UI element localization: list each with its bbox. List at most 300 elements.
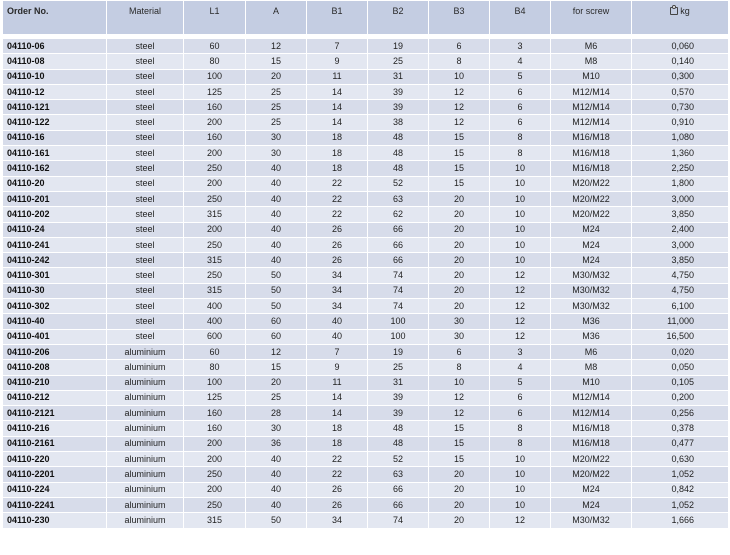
cell-order-no: 04110-121: [3, 100, 107, 115]
cell-b4: 6: [490, 406, 551, 421]
cell-weight: 0,060: [632, 39, 729, 54]
cell-l1: 200: [184, 436, 246, 451]
cell-a: 25: [246, 390, 307, 405]
cell-for-screw: M8: [551, 360, 632, 375]
cell-l1: 200: [184, 176, 246, 191]
cell-b2: 63: [368, 467, 429, 482]
cell-a: 40: [246, 467, 307, 482]
cell-l1: 60: [184, 39, 246, 54]
cell-for-screw: M6: [551, 344, 632, 359]
cell-b1: 14: [307, 115, 368, 130]
cell-for-screw: M20/M22: [551, 467, 632, 482]
cell-order-no: 04110-40: [3, 314, 107, 329]
cell-l1: 600: [184, 329, 246, 344]
cell-for-screw: M24: [551, 237, 632, 252]
cell-material: steel: [107, 54, 184, 69]
cell-b1: 34: [307, 299, 368, 314]
cell-material: steel: [107, 253, 184, 268]
cell-weight: 0,630: [632, 452, 729, 467]
cell-b4: 6: [490, 115, 551, 130]
cell-b4: 4: [490, 54, 551, 69]
table-row: [3, 329, 729, 344]
cell-b2: 48: [368, 421, 429, 436]
cell-l1: 200: [184, 452, 246, 467]
cell-a: 40: [246, 253, 307, 268]
cell-b1: 18: [307, 421, 368, 436]
cell-order-no: 04110-210: [3, 375, 107, 390]
cell-a: 40: [246, 222, 307, 237]
cell-order-no: 04110-06: [3, 39, 107, 54]
cell-order-no: 04110-24: [3, 222, 107, 237]
cell-b3: 15: [429, 436, 490, 451]
cell-b4: 12: [490, 283, 551, 298]
cell-for-screw: M12/M14: [551, 84, 632, 99]
cell-b4: 10: [490, 222, 551, 237]
cell-material: steel: [107, 222, 184, 237]
cell-b2: 66: [368, 222, 429, 237]
cell-for-screw: M20/M22: [551, 452, 632, 467]
cell-order-no: 04110-2201: [3, 467, 107, 482]
table-row: [3, 130, 729, 145]
cell-b2: 66: [368, 237, 429, 252]
cell-b3: 20: [429, 497, 490, 512]
cell-b4: 6: [490, 390, 551, 405]
cell-b2: 52: [368, 176, 429, 191]
cell-order-no: 04110-302: [3, 299, 107, 314]
cell-b1: 22: [307, 467, 368, 482]
cell-b3: 20: [429, 222, 490, 237]
cell-b1: 26: [307, 482, 368, 497]
cell-b3: 6: [429, 39, 490, 54]
cell-b1: 18: [307, 161, 368, 176]
table-row: [3, 452, 729, 467]
cell-l1: 200: [184, 222, 246, 237]
cell-weight: 0,200: [632, 390, 729, 405]
cell-l1: 250: [184, 268, 246, 283]
cell-for-screw: M30/M32: [551, 283, 632, 298]
cell-l1: 315: [184, 207, 246, 222]
cell-b3: 20: [429, 283, 490, 298]
cell-b2: 52: [368, 452, 429, 467]
cell-b3: 15: [429, 161, 490, 176]
cell-b1: 26: [307, 253, 368, 268]
cell-material: aluminium: [107, 513, 184, 528]
cell-for-screw: M36: [551, 329, 632, 344]
cell-for-screw: M12/M14: [551, 390, 632, 405]
cell-b3: 30: [429, 314, 490, 329]
cell-b4: 10: [490, 237, 551, 252]
cell-for-screw: M12/M14: [551, 100, 632, 115]
cell-b1: 14: [307, 84, 368, 99]
cell-weight: 1,052: [632, 467, 729, 482]
cell-a: 12: [246, 39, 307, 54]
table-row: [3, 191, 729, 206]
cell-b3: 30: [429, 329, 490, 344]
cell-b3: 12: [429, 390, 490, 405]
cell-order-no: 04110-2241: [3, 497, 107, 512]
cell-b2: 63: [368, 191, 429, 206]
cell-b4: 10: [490, 452, 551, 467]
cell-b2: 19: [368, 39, 429, 54]
cell-b3: 12: [429, 115, 490, 130]
cell-weight: 0,730: [632, 100, 729, 115]
header-b3: B3: [429, 1, 490, 35]
cell-a: 25: [246, 100, 307, 115]
table-row: [3, 253, 729, 268]
cell-a: 40: [246, 452, 307, 467]
cell-for-screw: M8: [551, 54, 632, 69]
cell-weight: 4,750: [632, 268, 729, 283]
cell-a: 20: [246, 69, 307, 84]
cell-for-screw: M24: [551, 253, 632, 268]
header-b4: B4: [490, 1, 551, 35]
cell-for-screw: M20/M22: [551, 191, 632, 206]
table-row: [3, 513, 729, 528]
cell-a: 40: [246, 482, 307, 497]
cell-b1: 18: [307, 146, 368, 161]
cell-a: 36: [246, 436, 307, 451]
cell-for-screw: M20/M22: [551, 176, 632, 191]
cell-a: 60: [246, 314, 307, 329]
cell-order-no: 04110-2121: [3, 406, 107, 421]
cell-l1: 200: [184, 115, 246, 130]
cell-a: 50: [246, 299, 307, 314]
cell-weight: 0,050: [632, 360, 729, 375]
cell-b4: 10: [490, 253, 551, 268]
cell-weight: 1,666: [632, 513, 729, 528]
cell-for-screw: M16/M18: [551, 146, 632, 161]
cell-b2: 74: [368, 299, 429, 314]
cell-weight: 1,800: [632, 176, 729, 191]
cell-order-no: 04110-202: [3, 207, 107, 222]
cell-b4: 10: [490, 467, 551, 482]
cell-order-no: 04110-242: [3, 253, 107, 268]
table-row: [3, 406, 729, 421]
cell-a: 25: [246, 84, 307, 99]
cell-b1: 9: [307, 54, 368, 69]
cell-b1: 40: [307, 314, 368, 329]
cell-b2: 66: [368, 482, 429, 497]
cell-b1: 22: [307, 176, 368, 191]
cell-material: steel: [107, 84, 184, 99]
cell-material: steel: [107, 69, 184, 84]
cell-material: steel: [107, 146, 184, 161]
table-row: [3, 237, 729, 252]
cell-b4: 10: [490, 161, 551, 176]
cell-b3: 12: [429, 100, 490, 115]
cell-for-screw: M24: [551, 482, 632, 497]
cell-weight: 3,850: [632, 253, 729, 268]
cell-b4: 10: [490, 191, 551, 206]
header-order-no: Order No.: [3, 1, 107, 35]
cell-material: steel: [107, 100, 184, 115]
cell-b4: 3: [490, 344, 551, 359]
table-row: [3, 375, 729, 390]
cell-l1: 200: [184, 146, 246, 161]
cell-for-screw: M30/M32: [551, 513, 632, 528]
cell-for-screw: M12/M14: [551, 115, 632, 130]
cell-a: 40: [246, 191, 307, 206]
table-header-row: [3, 1, 729, 35]
cell-b1: 22: [307, 452, 368, 467]
cell-a: 40: [246, 207, 307, 222]
cell-b1: 9: [307, 360, 368, 375]
cell-b1: 14: [307, 406, 368, 421]
cell-b3: 10: [429, 375, 490, 390]
cell-material: steel: [107, 130, 184, 145]
table-row: [3, 421, 729, 436]
cell-l1: 160: [184, 421, 246, 436]
cell-b2: 74: [368, 283, 429, 298]
cell-b4: 10: [490, 482, 551, 497]
cell-weight: 1,052: [632, 497, 729, 512]
cell-material: aluminium: [107, 390, 184, 405]
table-row: [3, 161, 729, 176]
cell-b1: 18: [307, 130, 368, 145]
cell-weight: 3,000: [632, 237, 729, 252]
cell-order-no: 04110-230: [3, 513, 107, 528]
cell-material: steel: [107, 39, 184, 54]
cell-l1: 80: [184, 360, 246, 375]
cell-material: steel: [107, 161, 184, 176]
cell-a: 30: [246, 130, 307, 145]
cell-for-screw: M12/M14: [551, 406, 632, 421]
cell-b1: 26: [307, 237, 368, 252]
cell-b1: 22: [307, 207, 368, 222]
cell-b2: 48: [368, 161, 429, 176]
cell-a: 30: [246, 421, 307, 436]
cell-b1: 26: [307, 497, 368, 512]
cell-a: 60: [246, 329, 307, 344]
cell-l1: 250: [184, 191, 246, 206]
cell-b3: 20: [429, 253, 490, 268]
cell-b1: 18: [307, 436, 368, 451]
cell-b2: 39: [368, 406, 429, 421]
cell-a: 25: [246, 115, 307, 130]
cell-weight: 0,378: [632, 421, 729, 436]
cell-for-screw: M24: [551, 497, 632, 512]
cell-b3: 15: [429, 421, 490, 436]
cell-weight: 0,910: [632, 115, 729, 130]
cell-b1: 14: [307, 390, 368, 405]
cell-l1: 315: [184, 513, 246, 528]
table-row: [3, 207, 729, 222]
table-row: [3, 482, 729, 497]
cell-material: steel: [107, 237, 184, 252]
cell-a: 30: [246, 146, 307, 161]
cell-l1: 250: [184, 237, 246, 252]
cell-material: steel: [107, 299, 184, 314]
cell-material: aluminium: [107, 406, 184, 421]
cell-b1: 7: [307, 39, 368, 54]
cell-b4: 4: [490, 360, 551, 375]
cell-for-screw: M10: [551, 375, 632, 390]
header-a: A: [246, 1, 307, 35]
cell-b3: 8: [429, 360, 490, 375]
cell-a: 50: [246, 513, 307, 528]
table-row: [3, 314, 729, 329]
cell-for-screw: M16/M18: [551, 421, 632, 436]
table-row: [3, 146, 729, 161]
cell-order-no: 04110-301: [3, 268, 107, 283]
cell-l1: 400: [184, 314, 246, 329]
cell-order-no: 04110-20: [3, 176, 107, 191]
cell-b3: 20: [429, 513, 490, 528]
table-row: [3, 268, 729, 283]
cell-b1: 11: [307, 375, 368, 390]
table-row: [3, 360, 729, 375]
cell-weight: 0,020: [632, 344, 729, 359]
header-l1: L1: [184, 1, 246, 35]
table-row: [3, 115, 729, 130]
cell-material: steel: [107, 283, 184, 298]
cell-for-screw: M6: [551, 39, 632, 54]
cell-order-no: 04110-224: [3, 482, 107, 497]
cell-weight: 0,105: [632, 375, 729, 390]
header-kg-label: kg: [680, 6, 690, 16]
cell-b4: 6: [490, 100, 551, 115]
cell-order-no: 04110-2161: [3, 436, 107, 451]
cell-b4: 3: [490, 39, 551, 54]
cell-order-no: 04110-401: [3, 329, 107, 344]
cell-b1: 7: [307, 344, 368, 359]
cell-weight: 3,850: [632, 207, 729, 222]
cell-order-no: 04110-08: [3, 54, 107, 69]
cell-weight: 6,100: [632, 299, 729, 314]
cell-b1: 34: [307, 283, 368, 298]
cell-for-screw: M16/M18: [551, 436, 632, 451]
cell-l1: 315: [184, 253, 246, 268]
cell-order-no: 04110-162: [3, 161, 107, 176]
cell-b3: 20: [429, 482, 490, 497]
cell-b1: 40: [307, 329, 368, 344]
cell-b2: 100: [368, 329, 429, 344]
cell-order-no: 04110-122: [3, 115, 107, 130]
cell-a: 50: [246, 268, 307, 283]
cell-b2: 19: [368, 344, 429, 359]
cell-for-screw: M10: [551, 69, 632, 84]
cell-material: steel: [107, 314, 184, 329]
header-material: Material: [107, 1, 184, 35]
cell-b4: 12: [490, 268, 551, 283]
cell-b2: 25: [368, 360, 429, 375]
cell-weight: 2,400: [632, 222, 729, 237]
cell-b4: 8: [490, 130, 551, 145]
cell-b2: 62: [368, 207, 429, 222]
cell-b3: 15: [429, 452, 490, 467]
product-table: [2, 0, 729, 529]
header-for-screw: for screw: [551, 1, 632, 35]
cell-l1: 400: [184, 299, 246, 314]
cell-b3: 20: [429, 191, 490, 206]
cell-b1: 14: [307, 100, 368, 115]
cell-b3: 20: [429, 207, 490, 222]
cell-weight: 0,570: [632, 84, 729, 99]
cell-b3: 6: [429, 344, 490, 359]
cell-b1: 22: [307, 191, 368, 206]
cell-order-no: 04110-12: [3, 84, 107, 99]
cell-a: 50: [246, 283, 307, 298]
cell-b3: 15: [429, 130, 490, 145]
cell-weight: 1,360: [632, 146, 729, 161]
table-row: [3, 54, 729, 69]
cell-b3: 15: [429, 176, 490, 191]
cell-l1: 60: [184, 344, 246, 359]
cell-b1: 11: [307, 69, 368, 84]
cell-weight: 0,300: [632, 69, 729, 84]
cell-a: 40: [246, 161, 307, 176]
cell-weight: 3,000: [632, 191, 729, 206]
cell-order-no: 04110-16: [3, 130, 107, 145]
cell-b2: 39: [368, 84, 429, 99]
table-row: [3, 69, 729, 84]
cell-material: aluminium: [107, 497, 184, 512]
cell-b2: 100: [368, 314, 429, 329]
cell-b2: 66: [368, 253, 429, 268]
cell-b3: 10: [429, 69, 490, 84]
cell-b2: 38: [368, 115, 429, 130]
weight-icon: [670, 7, 678, 15]
cell-order-no: 04110-30: [3, 283, 107, 298]
cell-b1: 34: [307, 268, 368, 283]
cell-order-no: 04110-212: [3, 390, 107, 405]
cell-b3: 12: [429, 84, 490, 99]
table-row: [3, 299, 729, 314]
cell-b2: 74: [368, 513, 429, 528]
cell-b3: 20: [429, 237, 490, 252]
cell-b4: 12: [490, 329, 551, 344]
cell-order-no: 04110-201: [3, 191, 107, 206]
cell-material: steel: [107, 115, 184, 130]
header-weight: [632, 1, 729, 35]
cell-for-screw: M30/M32: [551, 268, 632, 283]
cell-order-no: 04110-10: [3, 69, 107, 84]
cell-a: 28: [246, 406, 307, 421]
header-b1: B1: [307, 1, 368, 35]
table-row: [3, 283, 729, 298]
cell-b4: 6: [490, 84, 551, 99]
cell-l1: 160: [184, 100, 246, 115]
cell-weight: 0,477: [632, 436, 729, 451]
cell-b2: 48: [368, 130, 429, 145]
table-row: [3, 390, 729, 405]
cell-b2: 66: [368, 497, 429, 512]
cell-b3: 12: [429, 406, 490, 421]
cell-b4: 10: [490, 176, 551, 191]
cell-b2: 31: [368, 69, 429, 84]
cell-material: steel: [107, 176, 184, 191]
cell-weight: 4,750: [632, 283, 729, 298]
cell-for-screw: M24: [551, 222, 632, 237]
cell-material: steel: [107, 329, 184, 344]
table-row: [3, 84, 729, 99]
cell-b2: 48: [368, 146, 429, 161]
cell-l1: 200: [184, 482, 246, 497]
cell-b4: 5: [490, 375, 551, 390]
cell-for-screw: M16/M18: [551, 130, 632, 145]
cell-for-screw: M16/M18: [551, 161, 632, 176]
cell-b3: 20: [429, 467, 490, 482]
table-row: [3, 222, 729, 237]
cell-b2: 39: [368, 100, 429, 115]
cell-b2: 31: [368, 375, 429, 390]
cell-b3: 8: [429, 54, 490, 69]
cell-weight: 0,842: [632, 482, 729, 497]
cell-b4: 12: [490, 314, 551, 329]
cell-for-screw: M20/M22: [551, 207, 632, 222]
cell-order-no: 04110-161: [3, 146, 107, 161]
cell-material: aluminium: [107, 482, 184, 497]
